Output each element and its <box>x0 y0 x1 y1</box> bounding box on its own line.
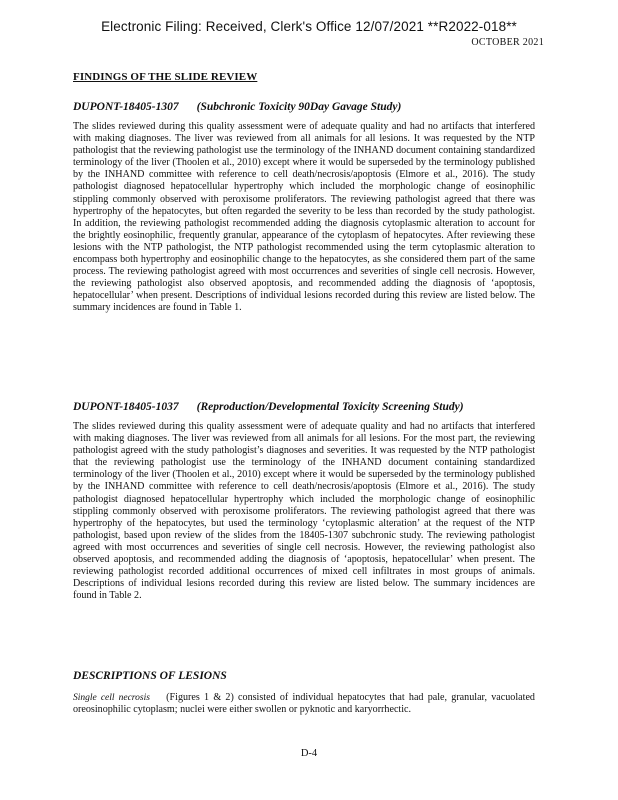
study1-section <box>73 121 535 315</box>
study2-section <box>73 421 535 602</box>
filing-stamp: Electronic Filing: Received, Clerk's Office 12/07/2021 **R2022-018** <box>101 19 517 34</box>
lesions-section <box>73 692 535 716</box>
study2-paragraph: The slides reviewed during this quality assessment were of adequate quality and had no artifacts that interfered with making diagnoses. The liver was reviewed from all animals for all lesions. For the most part, the reviewing pathologist agreed with the study pathologist’s diagnoses and severities. It was requested by the NTP pathologist that the reviewing pathologist use the terminology of the INHAND document containing standardized terminology of the liver (Thoolen et al., 2010) except where it would be superseded by the terminology published by the INHAND committee with reference to cell death/necrosis/apoptosis (Elmore et al., 2016). The study pathologist diagnosed hepatocellular hypertrophy which included the morphologic change of eosinophilic stippling commonly observed with peroxisome proliferators. The reviewing pathologist agreed that there was hypertrophy of the hepatocytes, but used the terminology ‘cytoplasmic alteration’ at the request of the NTP pathologist, based upon review of the slides from the 18405-1307 subchronic study. The reviewing pathologist agreed with most occurrences and severities of single cell necrosis. However, the reviewing pathologist also observed apoptosis, and recommended adding the diagnosis of ‘apoptosis, hepatocellular’ when present. The reviewing pathologist recorded additional occurrences of mixed cell infiltrates in most groups of animals. Descriptions of individual lesions recorded during this review are listed below. The summary incidences are found in Table 2. <box>73 421 535 602</box>
lesions-heading: DESCRIPTIONS OF LESIONS <box>73 670 227 682</box>
study2-id: DUPONT-18405-1037 <box>73 401 179 413</box>
study1-paragraph: The slides reviewed during this quality assessment were of adequate quality and had no artifacts that interfered with making diagnoses. The liver was reviewed from all animals for all lesions. It was requested by the NTP pathologist that the reviewing pathologist use the terminology of the INHAND document containing standardized terminology of the liver (Thoolen et al., 2010) except where it would be superseded by the terminology published by the INHAND committee with reference to cell death/necrosis/apoptosis (Elmore et al., 2016). The study pathologist diagnosed hepatocellular hypertrophy which included the morphologic change of eosinophilic stippling commonly observed with peroxisome proliferators. The reviewing pathologist agreed that there was hypertrophy of the hepatocytes, but often regarded the severity to be less than recorded by the study pathologist. In addition, the reviewing pathologist recommended adding the diagnosis cytoplasmic alteration to account for the brightly eosinophilic, frequently granular, appearance of the cytoplasm of hepatocytes. After reviewing these lesions with the NTP pathologist, the NTP pathologist recommended using the term cytoplasmic alteration to encompass both hypertrophy and eosinophilic change to the hepatocytes, as she considered them part of the same process. The reviewing pathologist agreed with most occurrences and severities of single cell necrosis. However, the reviewing pathologist also observed apoptosis, and recommended adding the diagnosis of ‘apoptosis, hepatocellular’ when present. Descriptions of individual lesions recorded during this review are listed below. The summary incidences are found in Table 1. <box>73 121 535 314</box>
report-date: OCTOBER 2021 <box>471 37 544 48</box>
lesion-term: Single cell necrosis <box>73 693 150 703</box>
lesion-description <box>73 692 535 716</box>
study1-id: DUPONT-18405-1307 <box>73 101 179 113</box>
page-number: D-4 <box>300 748 318 759</box>
lesion-text: (Figures 1 & 2) consisted of individual hepatocytes that had pale, granular, vacuolated oreosinophilic cytoplasm; nuclei were either swollen or pyknotic and karyorrhectic. <box>73 692 535 716</box>
study2-heading <box>73 401 464 413</box>
study2-subtitle: (Reproduction/Developmental Toxicity Screening Study) <box>196 401 464 413</box>
study1-subtitle: (Subchronic Toxicity 90Day Gavage Study) <box>196 101 402 113</box>
study1-heading <box>73 101 401 113</box>
findings-heading: FINDINGS OF THE SLIDE REVIEW <box>73 71 258 83</box>
